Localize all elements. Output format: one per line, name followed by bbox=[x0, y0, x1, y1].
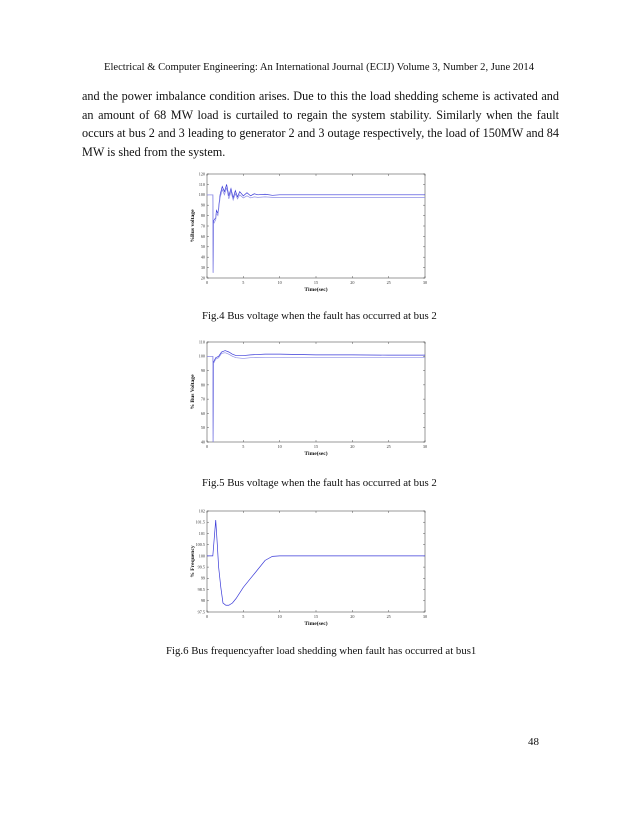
y-tick-label: 90 bbox=[200, 202, 205, 208]
x-tick-label: 20 bbox=[350, 444, 355, 449]
y-tick-label: 99 bbox=[200, 575, 205, 581]
figure-6-chart bbox=[185, 505, 445, 627]
y-tick-label: 50 bbox=[200, 425, 205, 431]
x-tick-label: 5 bbox=[242, 614, 245, 619]
y-tick-label: 101.5 bbox=[195, 519, 205, 525]
x-tick-label: 30 bbox=[422, 280, 428, 285]
figure-5-caption: Fig.5 Bus voltage when the fault has occurred at bus 2 bbox=[202, 477, 437, 489]
figure-4 bbox=[185, 168, 445, 296]
y-tick-label: 70 bbox=[200, 396, 205, 402]
y-tick-label: 110 bbox=[198, 339, 205, 345]
x-tick-label: 20 bbox=[350, 614, 355, 619]
x-tick-label: 5 bbox=[242, 280, 245, 285]
series-line-2 bbox=[207, 188, 425, 273]
x-axis-label: Time(sec) bbox=[304, 287, 328, 293]
y-tick-label: 30 bbox=[200, 265, 205, 270]
y-tick-label: 90 bbox=[200, 367, 205, 373]
figure-5-chart bbox=[185, 336, 445, 456]
x-tick-label: 10 bbox=[277, 444, 282, 449]
plot-frame bbox=[207, 174, 425, 278]
y-tick-label: 120 bbox=[198, 171, 205, 177]
x-tick-label: 15 bbox=[313, 280, 319, 285]
y-tick-label: 100 bbox=[198, 192, 205, 198]
y-tick-label: 70 bbox=[200, 223, 205, 229]
x-tick-label: 20 bbox=[350, 280, 355, 285]
x-tick-label: 30 bbox=[422, 444, 428, 449]
figure-4-chart bbox=[185, 168, 445, 296]
y-tick-label: 102 bbox=[198, 508, 205, 514]
y-axis-label: %Bus voltage bbox=[190, 209, 196, 243]
y-tick-label: 80 bbox=[200, 382, 205, 388]
y-tick-label: 60 bbox=[200, 233, 205, 239]
x-tick-label: 0 bbox=[205, 614, 209, 619]
y-tick-label: 40 bbox=[200, 439, 205, 445]
x-tick-label: 25 bbox=[386, 614, 391, 619]
figure-6-caption: Fig.6 Bus frequencyafter load shedding when fault has occurred at bus1 bbox=[166, 645, 477, 657]
y-tick-label: 50 bbox=[200, 244, 205, 250]
y-tick-label: 100 bbox=[198, 353, 205, 359]
body-paragraph: and the power imbalance condition arises. Due to this the load shedding scheme is activated and an amount of 68 MW load is curtailed to regain the system stability. Similarly when the fault occurs at bus 2 and 3 leading to generator 2 and 3 outage respectively, the load of 150MW and 84 MW is shed from the system. bbox=[82, 89, 559, 159]
page-number: 48 bbox=[528, 736, 539, 748]
y-tick-label: 97.5 bbox=[197, 609, 205, 615]
y-tick-label: 98.5 bbox=[197, 586, 205, 592]
y-tick-label: 99.5 bbox=[197, 564, 205, 570]
y-axis-label: % Frequency bbox=[190, 545, 196, 578]
x-tick-label: 25 bbox=[386, 280, 391, 285]
x-tick-label: 10 bbox=[277, 280, 282, 285]
x-tick-label: 25 bbox=[386, 444, 391, 449]
x-tick-label: 10 bbox=[277, 614, 282, 619]
y-tick-label: 40 bbox=[200, 254, 205, 260]
x-tick-label: 0 bbox=[205, 444, 209, 449]
series-line-2 bbox=[207, 353, 425, 442]
y-tick-label: 60 bbox=[200, 410, 205, 416]
x-tick-label: 0 bbox=[205, 280, 209, 285]
y-tick-label: 20 bbox=[200, 275, 205, 281]
x-tick-label: 15 bbox=[313, 444, 319, 449]
y-tick-label: 110 bbox=[198, 181, 205, 187]
y-axis-label: % Bus Voltage bbox=[190, 374, 196, 410]
y-tick-label: 80 bbox=[200, 213, 205, 218]
y-tick-label: 101 bbox=[198, 530, 205, 536]
journal-header: Electrical & Computer Engineering: An International Journal (ECIJ) Volume 3, Number 2, June 2014 bbox=[103, 62, 535, 73]
x-tick-label: 5 bbox=[242, 444, 245, 449]
plot-frame bbox=[207, 511, 425, 612]
figure-5 bbox=[185, 336, 445, 456]
x-axis-label: Time(sec) bbox=[304, 621, 328, 627]
y-tick-label: 100 bbox=[198, 553, 205, 559]
x-tick-label: 30 bbox=[422, 614, 428, 619]
figure-4-caption: Fig.4 Bus voltage when the fault has occurred at bus 2 bbox=[202, 310, 437, 322]
series-line-1 bbox=[207, 351, 425, 442]
plot-frame bbox=[207, 342, 425, 442]
y-tick-label: 100.5 bbox=[195, 542, 205, 548]
y-tick-label: 98 bbox=[200, 598, 205, 604]
x-axis-label: Time(sec) bbox=[304, 451, 328, 457]
figure-6 bbox=[185, 505, 445, 627]
x-tick-label: 15 bbox=[313, 614, 319, 619]
series-line-1 bbox=[207, 520, 425, 605]
